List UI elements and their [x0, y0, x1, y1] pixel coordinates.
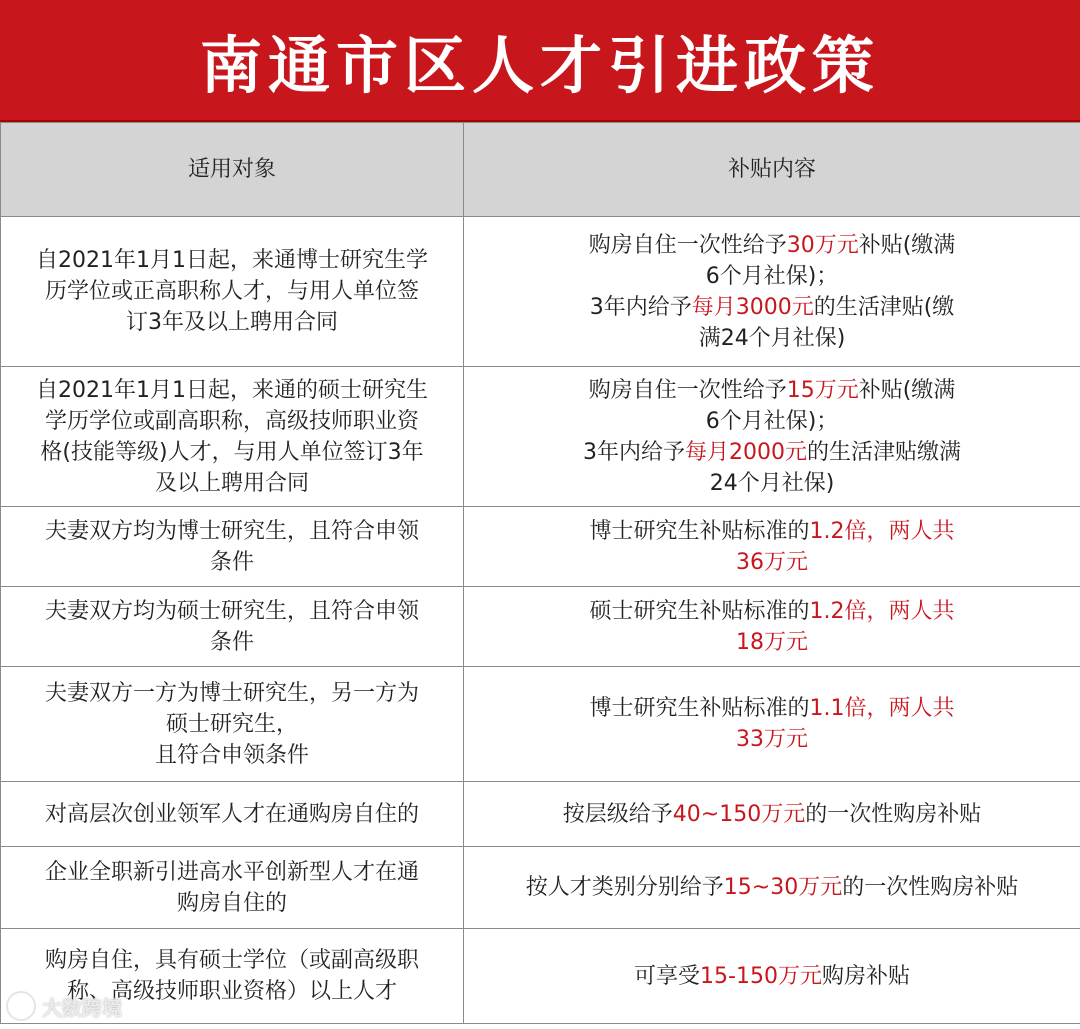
content-text: 的生活津贴(缴 — [813, 294, 955, 320]
content-cell — [464, 587, 1080, 667]
watermark — [6, 988, 166, 1024]
content-cell — [464, 667, 1080, 782]
content-line — [472, 230, 1072, 261]
target-cell — [1, 667, 464, 782]
target-cell — [1, 217, 464, 367]
highlight-amount: 15~30万元 — [723, 875, 843, 900]
content-text: 的生活津贴缴满 — [806, 439, 961, 465]
target-line: 自2021年1月1日起，来通博士研究生学 — [36, 248, 428, 273]
target-line: 硕士研究生， — [165, 711, 298, 737]
content-line — [472, 437, 1072, 468]
table-row — [1, 782, 1080, 847]
table-row — [1, 667, 1080, 782]
table-row — [1, 217, 1080, 367]
highlight-amount: 30万元 — [786, 232, 859, 258]
highlight-amount: 15万元 — [786, 377, 859, 403]
content-line — [472, 627, 1072, 658]
target-line: 企业全职新引进高水平创新型人才在通 — [44, 859, 419, 885]
content-text: 按人才类别分别给予 — [525, 875, 724, 900]
table-header-row — [1, 123, 1080, 217]
content-text: 购房补贴 — [821, 963, 910, 989]
content-text: 可享受 — [634, 963, 701, 989]
target-line: 历学位或正高职称人才，与用人单位签 — [44, 279, 419, 304]
highlight-amount: 1.2倍，两人共 — [809, 598, 955, 624]
target-line: 对高层次创业领军人才在通购房自住的 — [44, 801, 419, 827]
highlight-amount: 36万元 — [736, 549, 808, 575]
content-line — [472, 375, 1072, 406]
content-text: 补贴(缴满 — [858, 232, 956, 258]
highlight-amount: 33万元 — [736, 727, 808, 752]
content-line — [472, 468, 1072, 499]
content-line — [472, 292, 1072, 323]
target-line: 格(技能等级)人才，与用人单位签订3年 — [40, 439, 424, 465]
target-line: 夫妻双方均为硕士研究生，且符合申领 — [44, 598, 419, 624]
target-cell — [1, 507, 464, 587]
highlight-amount: 15-150万元 — [700, 963, 822, 989]
target-cell — [1, 847, 464, 929]
content-cell — [464, 929, 1080, 1024]
content-line — [472, 961, 1072, 992]
target-line: 学历学位或副高职称，高级技师职业资 — [44, 408, 419, 434]
content-text: 满24个月社保) — [698, 325, 846, 351]
content-text: 3年内给予 — [589, 294, 692, 320]
target-line: 及以上聘用合同 — [154, 470, 309, 496]
highlight-amount: 每月2000元 — [684, 439, 807, 465]
content-text: 硕士研究生补贴标准的 — [589, 598, 810, 624]
content-line — [472, 516, 1072, 547]
highlight-amount: 1.2倍，两人共 — [809, 518, 955, 544]
content-text: 博士研究生补贴标准的 — [589, 518, 810, 544]
target-cell — [1, 587, 464, 667]
table-row — [1, 367, 1080, 507]
content-text: 补贴(缴满 — [858, 377, 956, 403]
content-line — [472, 596, 1072, 627]
content-text: 3年内给予 — [582, 439, 685, 465]
target-line: 订3年及以上聘用合同 — [126, 310, 338, 335]
table-row — [1, 587, 1080, 667]
content-line — [472, 406, 1072, 437]
content-line — [472, 872, 1072, 903]
table-row — [1, 847, 1080, 929]
target-line: 自2021年1月1日起，来通的硕士研究生 — [36, 377, 428, 403]
content-line — [472, 323, 1072, 354]
content-text: 的一次性购房补贴 — [805, 801, 982, 827]
content-line — [472, 547, 1072, 578]
content-cell — [464, 367, 1080, 507]
content-text: 按层级给予 — [562, 801, 673, 827]
content-text: 的一次性购房补贴 — [842, 875, 1019, 900]
highlight-amount: 40~150万元 — [672, 801, 806, 827]
content-text: 6个月社保)； — [705, 263, 839, 289]
target-line: 条件 — [209, 549, 254, 575]
target-line: 购房自住，具有硕士学位（或副高级职 — [44, 948, 419, 973]
target-line: 购房自住的 — [176, 890, 287, 916]
content-line — [472, 261, 1072, 292]
content-text: 6个月社保)； — [705, 408, 839, 434]
content-cell — [464, 507, 1080, 587]
highlight-amount: 1.1倍，两人共 — [809, 696, 955, 721]
content-text: 24个月社保) — [709, 470, 835, 496]
content-text: 博士研究生补贴标准的 — [589, 696, 810, 721]
target-line: 且符合申领条件 — [154, 742, 309, 768]
target-line: 夫妻双方均为博士研究生，且符合申领 — [44, 518, 419, 544]
header-target: 适用对象 — [1, 123, 464, 217]
watermark-logo-icon — [6, 991, 36, 1021]
target-line: 夫妻双方一方为博士研究生，另一方为 — [44, 680, 419, 706]
highlight-amount: 每月3000元 — [691, 294, 814, 320]
policy-table — [0, 122, 1080, 1024]
content-line — [472, 799, 1072, 830]
highlight-amount: 18万元 — [736, 629, 808, 655]
target-cell — [1, 782, 464, 847]
page-title: 南通市区人才引进政策 — [0, 0, 1080, 122]
target-line: 称、高级技师职业资格）以上人才 — [66, 979, 397, 1004]
content-text: 购房自住一次性给予 — [588, 377, 787, 403]
target-cell — [1, 367, 464, 507]
target-line: 条件 — [209, 629, 254, 655]
table-row — [1, 507, 1080, 587]
content-cell — [464, 217, 1080, 367]
content-line — [472, 693, 1072, 724]
content-line — [472, 724, 1072, 755]
content-cell — [464, 782, 1080, 847]
watermark-text: 大数跨境 — [42, 995, 122, 1020]
header-content: 补贴内容 — [464, 123, 1080, 217]
content-cell — [464, 847, 1080, 929]
content-text: 购房自住一次性给予 — [588, 232, 787, 258]
